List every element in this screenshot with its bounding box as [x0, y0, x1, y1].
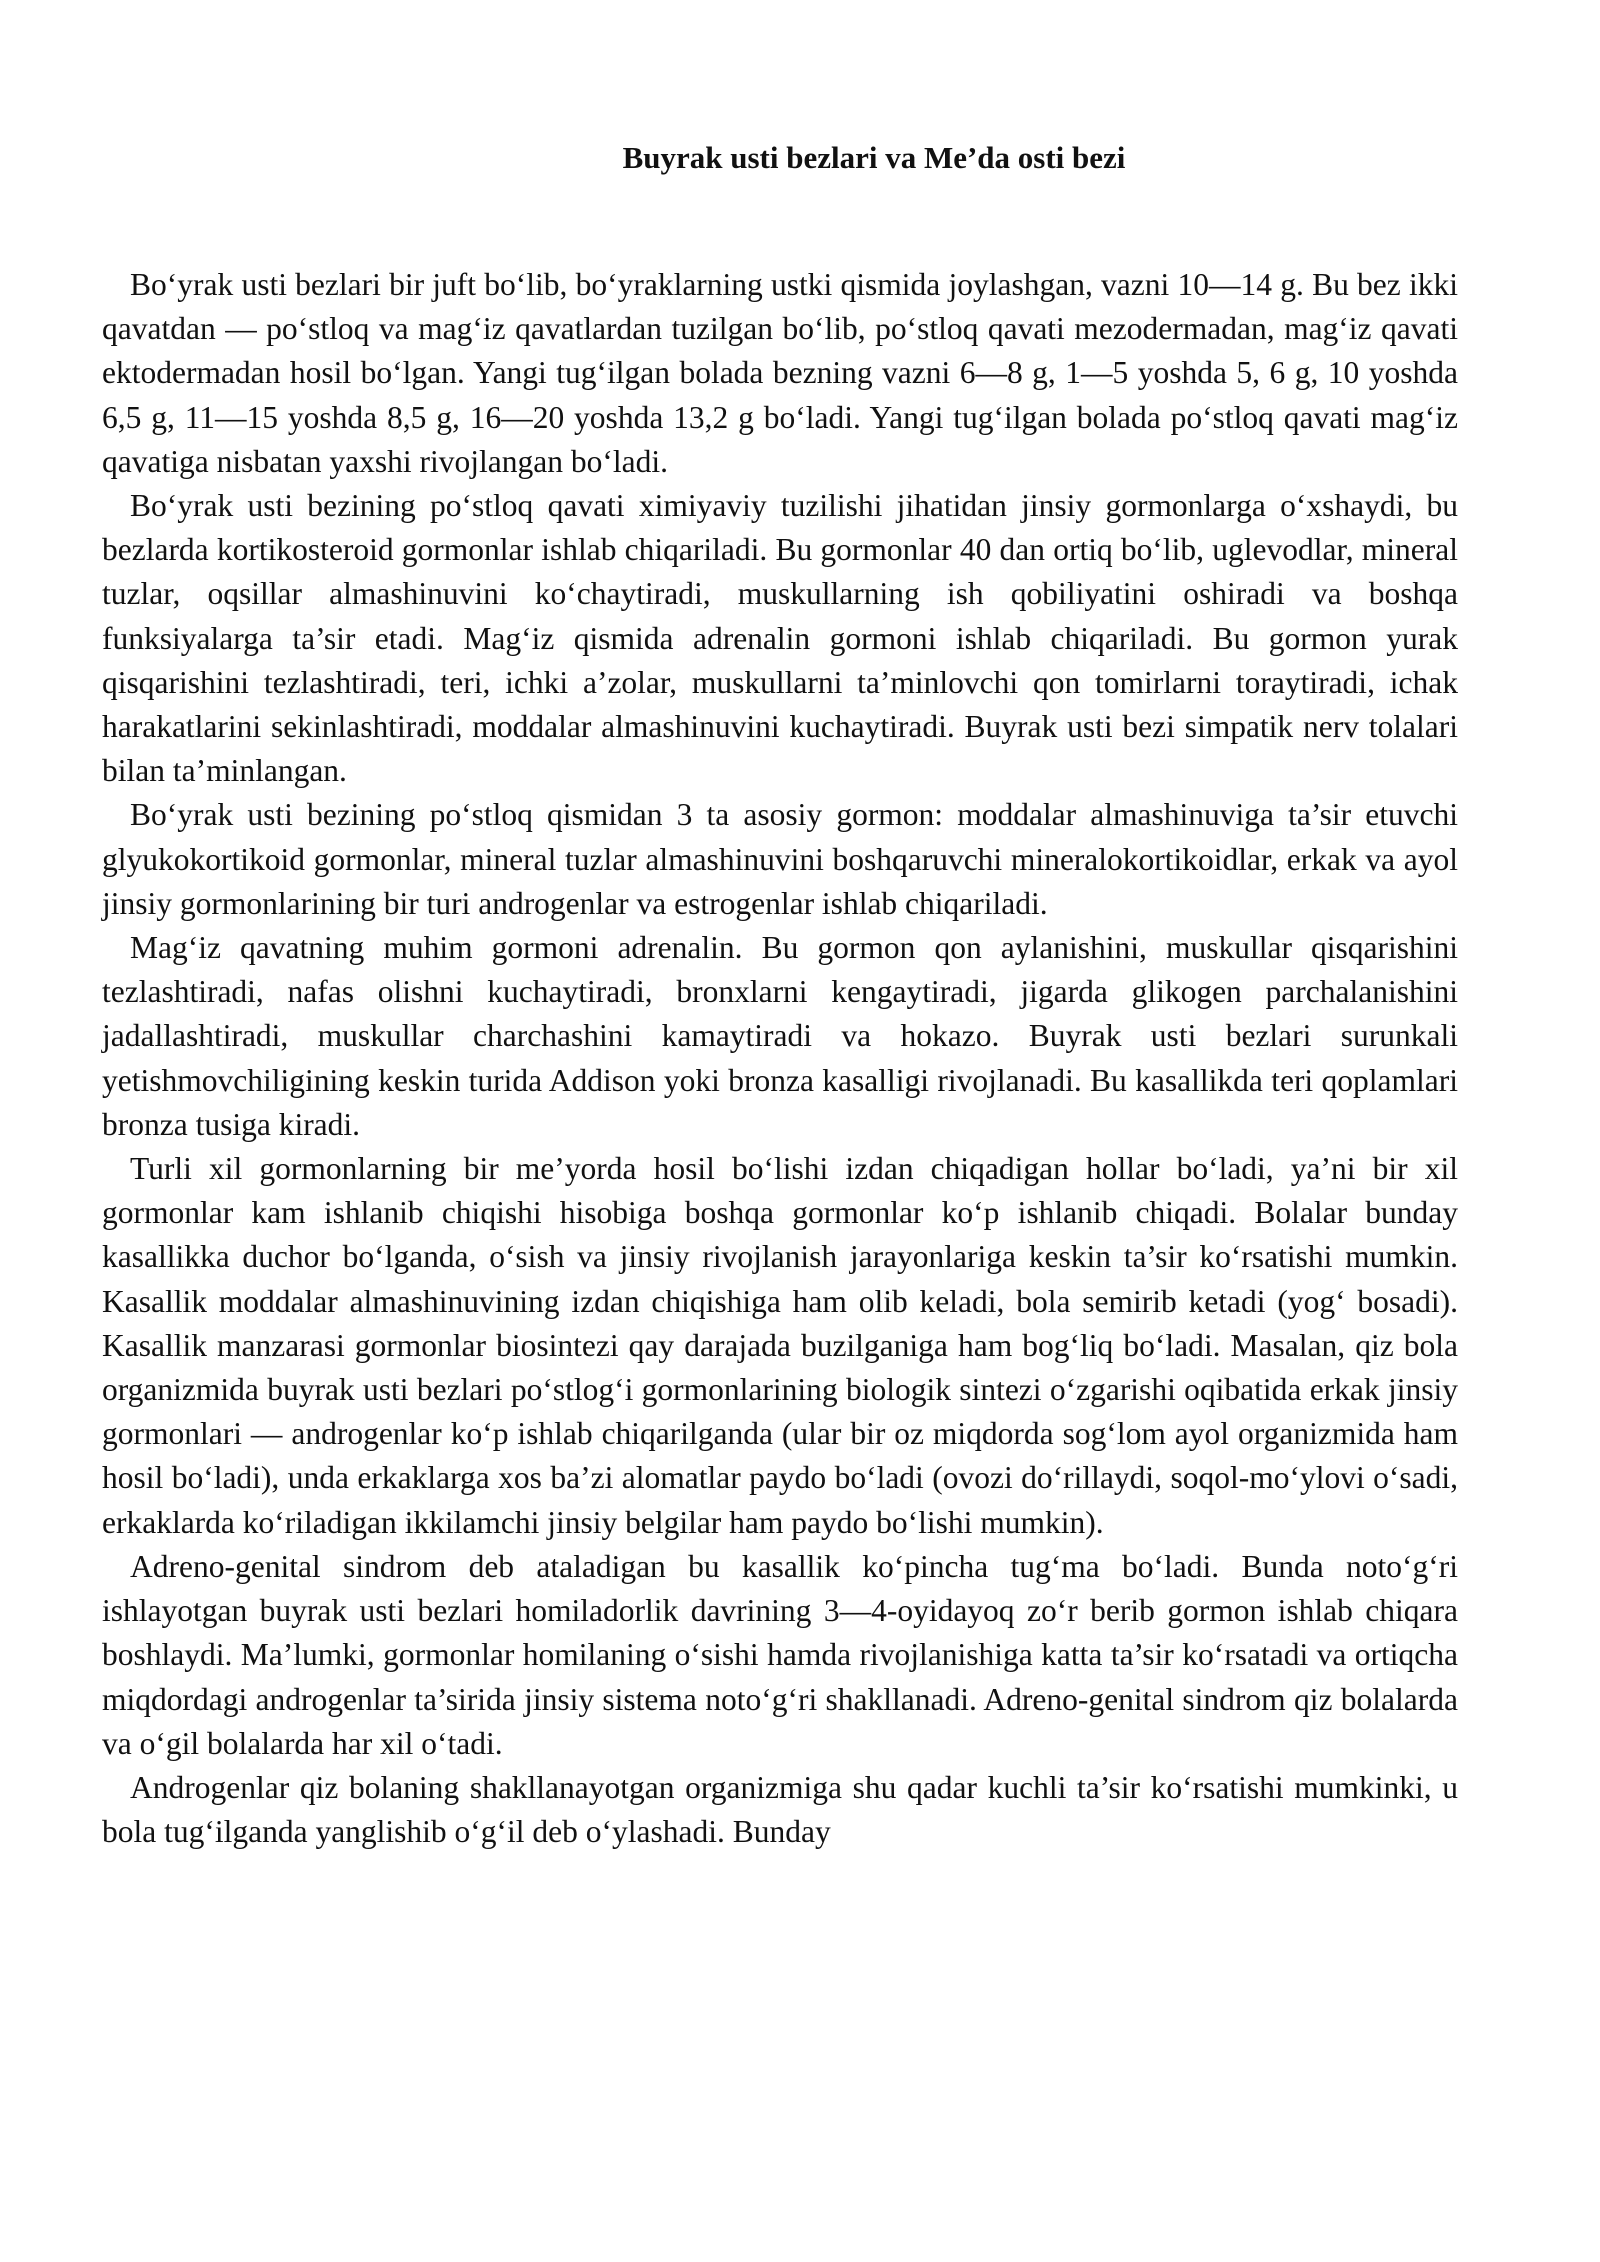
paragraph: Mag‘iz qavatning muhim gormoni adrenalin. Bu gormon qon aylanishini, muskullar qisqarishini tezlashtiradi, nafas olishni kuchaytiradi, bronxlarni kengaytiradi, jigarda glikogen parchalanishini jadallashtiradi, muskullar charchashini kamaytiradi va hokazo. Buyrak usti bezlari surunkali yetishmovchiligining keskin turida Addison yoki bronza kasalligi rivojlanadi. Bu kasallikda teri qoplamlari bronza tusiga kiradi. — [102, 930, 1458, 1142]
paragraph: Adreno-genital sindrom deb ataladigan bu kasallik ko‘pincha tug‘ma bo‘ladi. Bunda noto‘g‘ri ishlayotgan buyrak usti bezlari homiladorlik davrining 3—4-oyidayoq zo‘r berib gormon ishlab chiqara boshlaydi. Ma’lumki, gormonlar homilaning o‘sishi hamda rivojlanishiga katta ta’sir ko‘rsatadi va ortiqcha miqdordagi androgenlar ta’sirida jinsiy sistema noto‘g‘ri shakllanadi. Adreno-genital sindrom qiz bolalarda va o‘gil bolalarda har xil o‘tadi. — [102, 1548, 1458, 1761]
document-body — [102, 263, 1458, 1854]
page-title: Buyrak usti bezlari va Me’da osti bezi — [622, 140, 1126, 175]
paragraph: Bo‘yrak usti bezining po‘stloq qismidan 3 ta asosiy gormon: moddalar almashinuviga ta’sir etuvchi glyukokortikoid gormonlar, mineral tuzlar almashinuvini boshqaruvchi mineralokortikoidlar, erkak va ayol jinsiy gormonlarining bir turi androgenlar va estrogenlar ishlab chiqariladi. — [102, 797, 1458, 921]
paragraph: Androgenlar qiz bolaning shakllanayotgan organizmiga shu qadar kuchli ta’sir ko‘rsatishi mumkinki, u bola tug‘ilganda yanglishib o‘g‘il deb o‘ylashadi. Bunday — [102, 1769, 1458, 1850]
paragraph: Bo‘yrak usti bezlari bir juft bo‘lib, bo‘yraklarning ustki qismida joylashgan, vazni 10—14 g. Bu bez ikki qavatdan — po‘stloq va mag‘iz qavatlardan tuzilgan bo‘lib, po‘stloq qavati mezodermadan, mag‘iz qavati ektodermadan hosil bo‘lgan. Yangi tug‘ilgan bolada bezning vazni 6—8 g, 1—5 yoshda 5, 6 g, 10 yoshda 6,5 g, 11—15 yoshda 8,5 g, 16—20 yoshda 13,2 g bo‘ladi. Yangi tug‘ilgan bolada po‘stloq qavati mag‘iz qavatiga nisbatan yaxshi rivojlangan bo‘ladi. — [102, 267, 1458, 479]
paragraph: Turli xil gormonlarning bir me’yorda hosil bo‘lishi izdan chiqadigan hollar bo‘ladi, ya’ni bir xil gormonlar kam ishlanib chiqishi hisobiga boshqa gormonlar ko‘p ishlanib chiqadi. Bolalar bunday kasallikka duchor bo‘lganda, o‘sish va jinsiy rivojlanish jarayonlariga keskin ta’sir ko‘rsatishi mumkin. Kasallik moddalar almashinuvining izdan chiqishiga ham olib keladi, bola semirib ketadi (yog‘ bosadi). Kasallik manzarasi gormonlar biosintezi qay darajada buzilganiga ham bog‘liq bo‘ladi. Masalan, qiz bola organizmida buyrak usti bezlari po‘stlog‘i gormonlarining biologik sintezi o‘zgarishi oqibatida erkak jinsiy gormonlari — androgenlar ko‘p ishlab chiqarilganda (ular bir oz miqdorda sog‘lom ayol organizmida ham hosil bo‘ladi), unda erkaklarga xos ba’zi alomatlar paydo bo‘ladi (ovozi do‘rillaydi, soqol-mo‘ylovi o‘sadi, erkaklarda ko‘riladigan ikkilamchi jinsiy belgilar ham paydo bo‘lishi mumkin). — [102, 1151, 1458, 1540]
paragraph: Bo‘yrak usti bezining po‘stloq qavati ximiyaviy tuzilishi jihatidan jinsiy gormonlarga o‘xshaydi, bu bezlarda kortikosteroid gormonlar ishlab chiqariladi. Bu gormonlar 40 dan ortiq bo‘lib, uglevodlar, mineral tuzlar, oqsillar almashinuvini ko‘chaytiradi, muskullarning ish qobiliyatini oshiradi va boshqa funksiyalarga ta’sir etadi. Mag‘iz qismida adrenalin gormoni ishlab chiqariladi. Bu gormon yurak qisqarishini tezlashtiradi, teri, ichki a’zolar, muskullarni ta’minlovchi qon tomirlarni toraytiradi, ichak harakatlarini sekinlashtiradi, moddalar almashinuvini kuchaytiradi. Buyrak usti bezi simpatik nerv tolalari bilan ta’minlangan. — [102, 488, 1458, 789]
